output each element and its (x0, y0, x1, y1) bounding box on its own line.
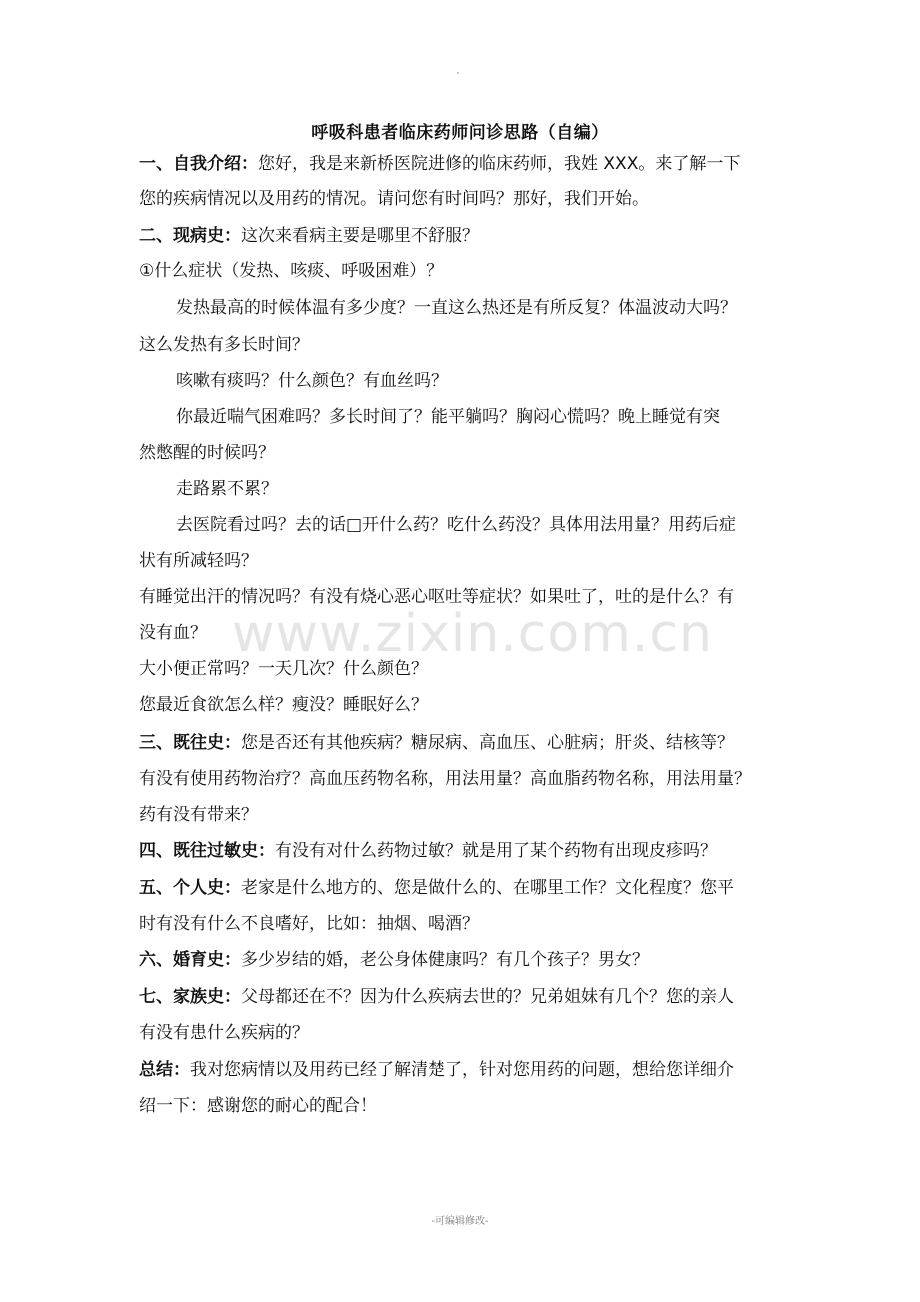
paragraph-fever-1: 发热最高的时候体温有多少度？一直这么热还是有所反复？体温波动大吗？ (176, 298, 737, 318)
paragraph-excretion: 大小便正常吗？一天几次？什么颜色？ (139, 659, 428, 679)
section-intro-line-2: 您的疾病情况以及用药的情况。请问您有时间吗？那好，我们开始。 (139, 189, 649, 209)
paragraph-dyspnea-1: 你最近喘气困难吗？多长时间了？能平躺吗？胸闷心慌吗？晚上睡觉有突 (176, 407, 720, 427)
section-summary-2: 绍一下：感谢您的耐心的配合！ (139, 1096, 377, 1116)
section-family-1 (139, 986, 799, 1008)
section-present-illness (139, 225, 799, 247)
paragraph-sweat-1: 有睡觉出汗的情况吗？有没有烧心恶心呕吐等症状？如果吐了，吐的是什么？有 (139, 587, 734, 607)
question-symptoms: ①什么症状（发热、咳痰、呼吸困难）？ (139, 261, 444, 281)
section-personal-1 (139, 877, 799, 899)
paragraph-text: 有没有对什么药物过敏？就是用了某个药物有出现皮疹吗？ (275, 841, 717, 861)
section-heading: 三、既往史： (139, 733, 241, 753)
paragraph-sweat-2: 没有血？ (139, 623, 207, 643)
paragraph-appetite: 您最近食欲怎么样？瘦没？睡眠好么？ (139, 695, 428, 715)
page-mark (457, 72, 459, 74)
paragraph-text: 父母都还在不？因为什么疾病去世的？兄弟姐妹有几个？您的亲人 (241, 987, 734, 1007)
paragraph-dyspnea-2: 然憋醒的时候吗？ (139, 443, 275, 463)
paragraph-text: 多少岁结的婚，老公身体健康吗？有几个孩子？男女？ (241, 950, 649, 970)
section-heading: 六、婚育史： (139, 950, 241, 970)
paragraph-fever-2: 这么发热有多长时间？ (139, 335, 309, 355)
watermark: www.zixin.com.cn (232, 604, 713, 664)
section-summary-1 (139, 1059, 799, 1081)
section-heading: 一、自我介绍： (139, 154, 258, 174)
section-heading: 二、现病史： (139, 226, 241, 246)
section-personal-2: 时有没有什么不良嗜好，比如：抽烟、喝酒？ (139, 914, 479, 934)
paragraph-text: 您好，我是来新桥医院进修的临床药师，我姓 XXX。来了解一下 (258, 154, 741, 174)
page-footer: -可编辑修改- (431, 1216, 489, 1227)
paragraph-hospital-1: 去医院看过吗？去的话□开什么药？吃什么药没？具体用法用量？用药后症 (176, 515, 737, 535)
paragraph-hospital-2: 状有所减轻吗？ (139, 551, 258, 571)
section-allergy (139, 840, 799, 862)
section-marriage (139, 949, 799, 971)
section-heading: 四、既往过敏史： (139, 841, 275, 861)
section-heading: 五、个人史： (139, 878, 241, 898)
section-past-history-1 (139, 732, 799, 754)
paragraph-text: 我对您病情以及用药已经了解清楚了，针对您用药的问题，想给您详细介 (190, 1060, 734, 1080)
paragraph-walking: 走路累不累？ (176, 479, 278, 499)
section-heading: 总结： (139, 1060, 190, 1080)
section-heading: 七、家族史： (139, 987, 241, 1007)
paragraph-text: 这次来看病主要是哪里不舒服？ (241, 226, 479, 246)
section-past-history-2: 有没有使用药物治疗？高血压药物名称，用法用量？高血脂药物名称，用法用量？ (139, 769, 751, 789)
section-past-history-3: 药有没有带来？ (139, 805, 258, 825)
paragraph-text: 您是否还有其他疾病？糖尿病、高血压、心脏病；肝炎、结核等？ (241, 733, 734, 753)
document-title: 呼吸科患者临床药师问诊思路（自编） (311, 123, 609, 143)
section-intro-line-1 (139, 153, 799, 175)
paragraph-cough: 咳嗽有痰吗？什么颜色？有血丝吗？ (176, 371, 448, 391)
paragraph-text: 老家是什么地方的、您是做什么的、在哪里工作？文化程度？您平 (241, 878, 734, 898)
section-family-2: 有没有患什么疾病的？ (139, 1023, 309, 1043)
